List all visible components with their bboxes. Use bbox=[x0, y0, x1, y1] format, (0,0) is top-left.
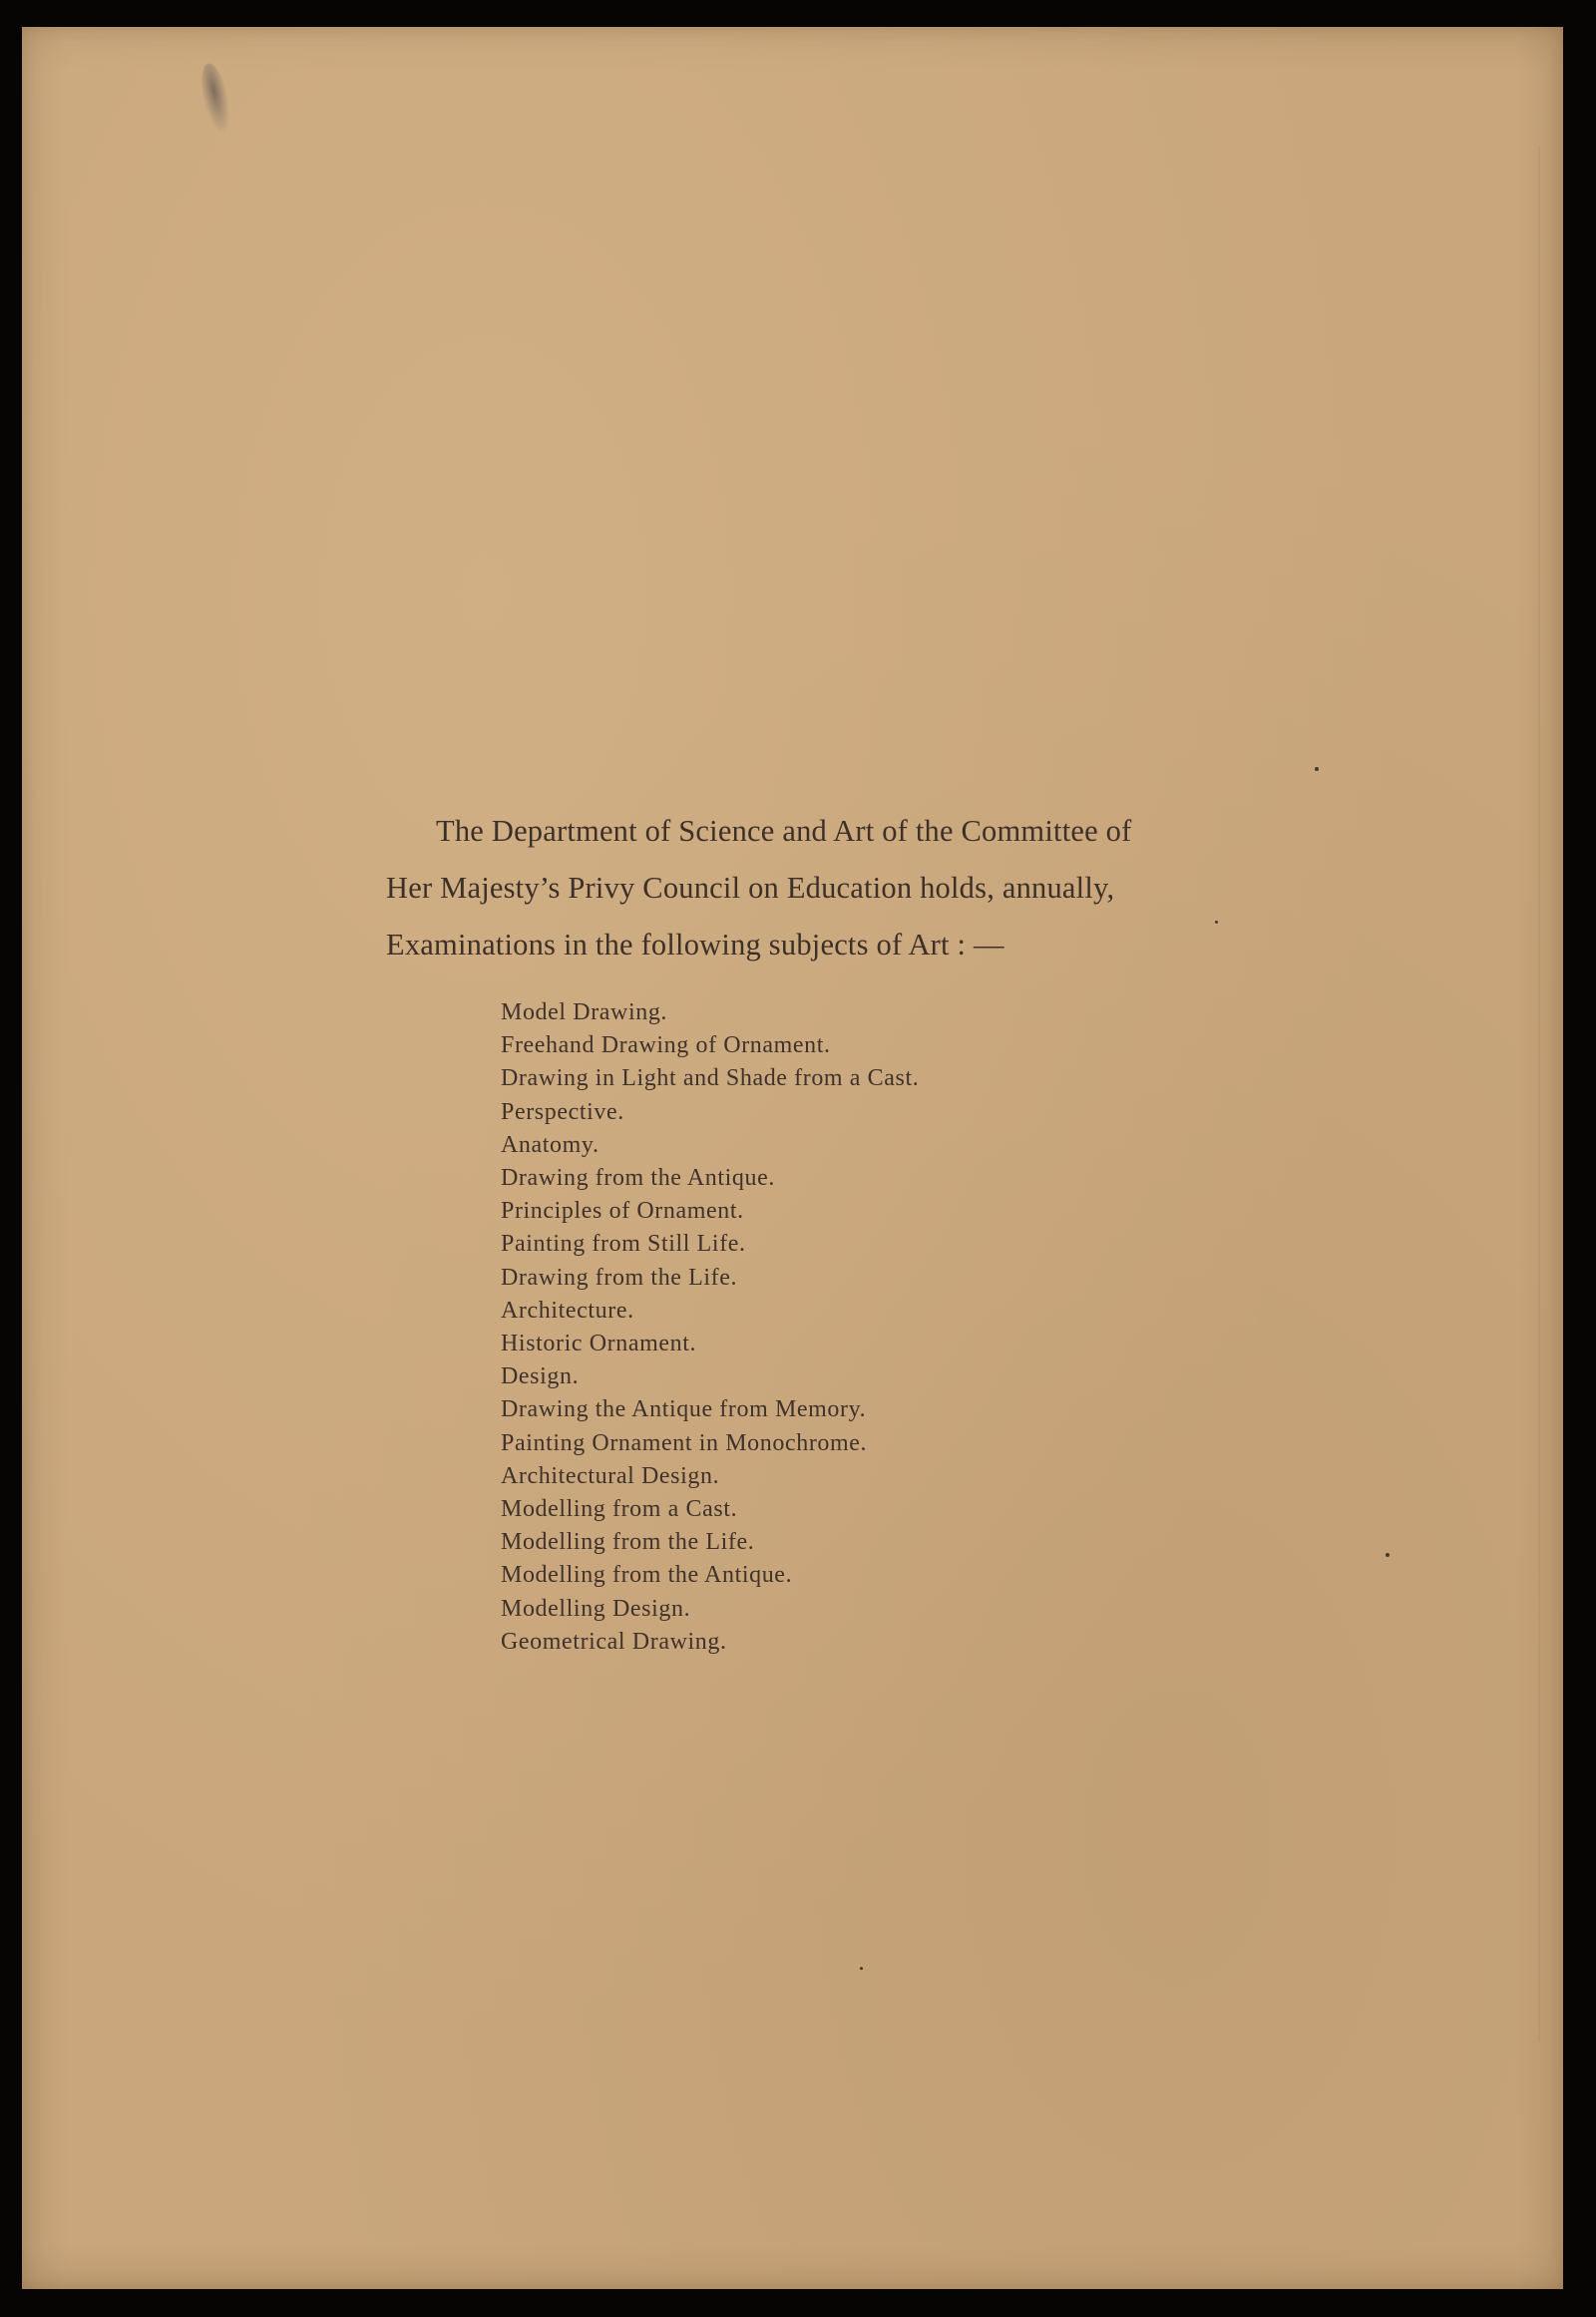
subject-item: Architectural Design. bbox=[501, 1462, 720, 1489]
subject-item: Modelling from a Cast. bbox=[501, 1496, 738, 1523]
paper-speck bbox=[1386, 1553, 1390, 1557]
subject-item: Drawing from the Antique. bbox=[501, 1165, 775, 1192]
subjects-list bbox=[501, 996, 919, 1659]
paper-crease bbox=[1538, 147, 1540, 2042]
subject-item: Freehand Drawing of Ornament. bbox=[501, 1032, 831, 1059]
paper-speck bbox=[1315, 767, 1319, 771]
intro-line: The Department of Science and Art of the Committee of bbox=[436, 814, 1132, 848]
subject-item: Drawing the Antique from Memory. bbox=[501, 1396, 867, 1423]
subject-item: Drawing from the Life. bbox=[501, 1264, 738, 1291]
subject-item: Drawing in Light and Shade from a Cast. bbox=[501, 1065, 920, 1092]
subject-item: Design. bbox=[501, 1363, 580, 1390]
subject-item: Geometrical Drawing. bbox=[501, 1628, 727, 1655]
intro-line: Her Majesty’s Privy Council on Education holds, annually, bbox=[386, 871, 1115, 905]
subject-item: Painting from Still Life. bbox=[501, 1231, 746, 1258]
subject-item: Principles of Ornament. bbox=[501, 1198, 744, 1225]
subject-item: Modelling from the Antique. bbox=[501, 1562, 793, 1589]
intro-paragraph bbox=[386, 803, 1264, 973]
intro-line: Examinations in the following subjects of Art : — bbox=[386, 928, 1004, 962]
subject-item: Architecture. bbox=[501, 1297, 634, 1324]
paper-speck bbox=[860, 1967, 863, 1970]
subject-item: Modelling Design. bbox=[501, 1595, 691, 1622]
subject-item: Anatomy. bbox=[501, 1131, 599, 1158]
subject-item: Model Drawing. bbox=[501, 999, 668, 1025]
subject-item: Painting Ornament in Monochrome. bbox=[501, 1429, 868, 1456]
paper-sheet bbox=[22, 27, 1563, 2289]
subject-item: Historic Ornament. bbox=[501, 1331, 697, 1357]
ink-smudge bbox=[197, 61, 234, 134]
subject-item: Perspective. bbox=[501, 1098, 624, 1125]
subject-item: Modelling from the Life. bbox=[501, 1529, 755, 1556]
